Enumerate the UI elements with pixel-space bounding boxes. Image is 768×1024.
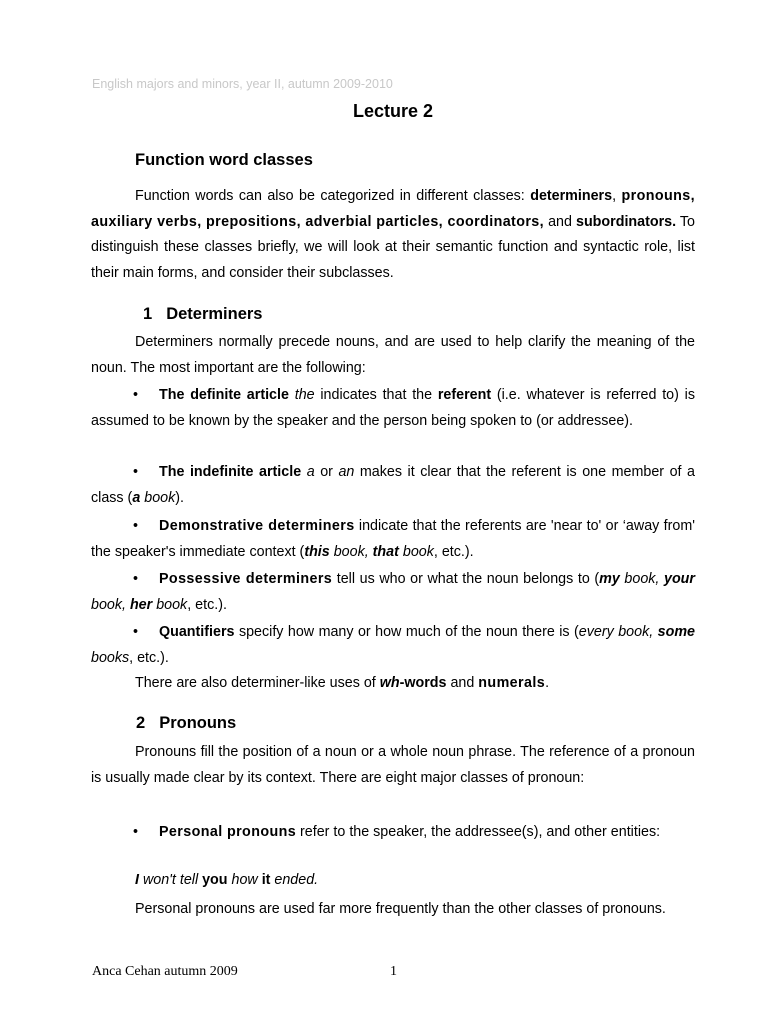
bullet-icon: •: [133, 571, 139, 587]
bullet-icon: •: [133, 387, 139, 403]
header-note: English majors and minors, year II, autumn 2009-2010: [92, 77, 393, 91]
bullet-icon: •: [133, 518, 139, 534]
paragraph-personal-pronouns-frequency: Personal pronouns are used far more frequently than the other classes of pronouns.: [135, 901, 666, 917]
bullet-icon: •: [133, 824, 139, 840]
paragraph-determiner-like: There are also determiner-like uses of wh-words and numerals.: [135, 675, 550, 691]
list-item-definite-article: • The definite article the indicates that the referent (i.e. whatever is referred to) is assumed to be known by the speaker and the person being spoken to (or addressee).: [91, 383, 695, 434]
list-item-possessive-determiners: • Possessive determiners tell us who or what the noun belongs to (my book, your book, her book, etc.).: [91, 567, 695, 618]
page-title: Lecture 2: [352, 101, 434, 121]
list-item-quantifiers: • Quantifiers specify how many or how much of the noun there is (every book, some books, etc.).: [91, 620, 695, 671]
bullet-icon: •: [133, 624, 139, 640]
list-item-indefinite-article: • The indefinite article a or an makes it clear that the referent is one member of a class (a book).: [91, 460, 695, 511]
section-heading-pronouns: 2 Pronouns: [136, 714, 237, 732]
section-heading-function-word-classes: Function word classes: [135, 151, 313, 169]
footer-author: Anca Cehan autumn 2009: [92, 964, 238, 979]
page-number: 1: [390, 964, 397, 979]
list-item-personal-pronouns: • Personal pronouns refer to the speaker, the addressee(s), and other entities:: [91, 820, 695, 846]
paragraph-intro: Function words can also be categorized in different classes: determiners, pronouns, auxiliary verbs, prepositions, adverbial particles, coordinators, and subordinators. To distinguish these classes briefly, we will look at their semantic function and syntactic role, list their main forms, and consider their subclasses.: [91, 188, 695, 281]
example-sentence: I won't tell you how it ended.: [135, 872, 319, 888]
list-item-demonstrative-determiners: • Demonstrative determiners indicate that the referents are 'near to' or ‘away from' the speaker's immediate context (this book, that book, etc.).: [91, 514, 695, 565]
paragraph-pronouns-intro: Pronouns fill the position of a noun or a whole noun phrase. The reference of a pronoun is usually made clear by its context. There are eight major classes of pronoun:: [91, 744, 695, 786]
paragraph-determiners-intro: Determiners normally precede nouns, and are used to help clarify the meaning of the noun. The most important are the following:: [91, 334, 695, 376]
section-heading-determiners: 1 Determiners: [143, 305, 263, 323]
bullet-icon: •: [133, 464, 139, 480]
